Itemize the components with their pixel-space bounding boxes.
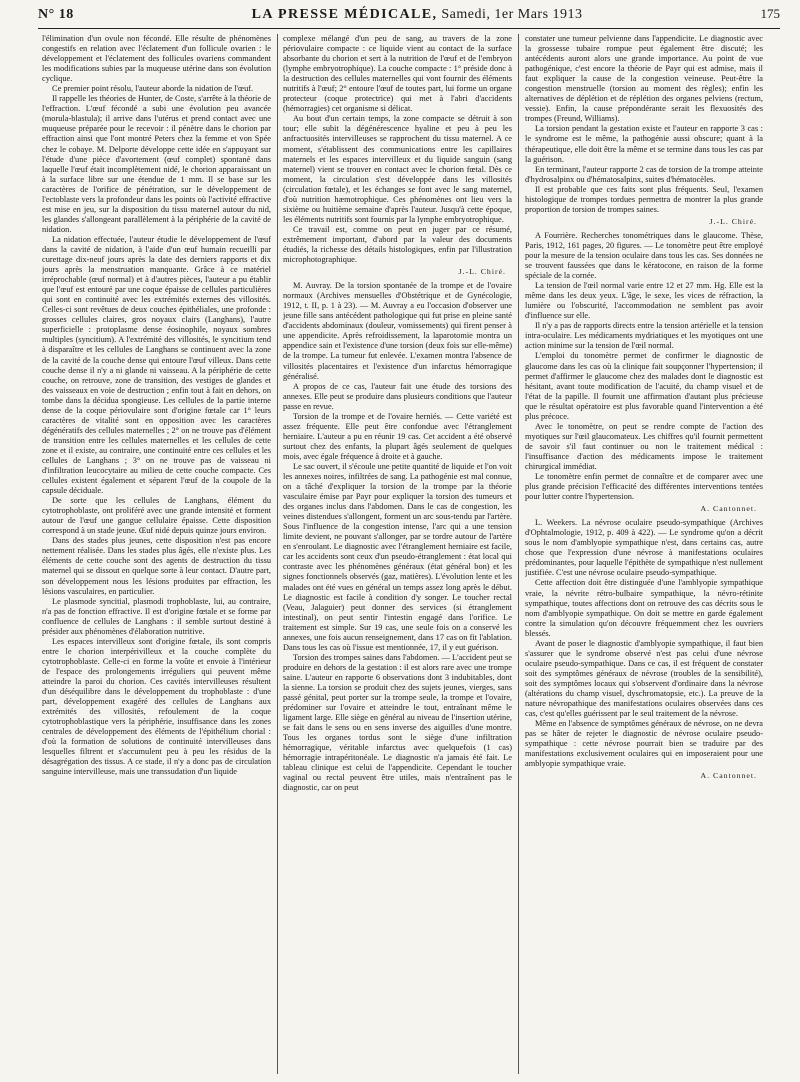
- paragraph: Ce premier point résolu, l'auteur aborde la nidation de l'œuf.: [52, 84, 254, 94]
- section-paragraph: Torsion de la trompe et de l'ovaire herniés. — Cette variété est assez fréquente. Elle peut être confondue avec l'étranglement herniaire. L'auteur a pu en réunir 19 cas. Cet accident a été observé surtout chez des enfants, la plupart âgés seulement de quelques mois, avec égale fréquence à droite et à gauche.: [283, 411, 512, 461]
- paragraph: Le plasmode syncitial, plasmodi trophoblaste, lui, au contraire, n'a pas de fonction effractive. Il est d'origine fœtale et se forme par confluence de cellules de Langhans : il semble surtout destiné à présider aux phénomènes d'élaboration nutritive.: [42, 596, 271, 636]
- paragraph: En terminant, l'auteur rapporte 2 cas de torsion de la trompe atteinte d'hydrosalpinx ou d'hématosalpinx, suites d'hématocèles.: [525, 164, 763, 184]
- review-entry: L. Weekers. La névrose oculaire pseudo-sympathique (Archives d'Ophtalmologie, 1912, p. 409 à 422). — Le syndrome qu'on a décrit sous le nom d'amblyopie sympathique n'est, dans certains cas, autre chose que l'expression d'une névrose à manifestations oculaires prédominantes, pour laquelle l'épithète de sympathique n'est nullement justifiée. C'est une névrose oculaire pseudo-sympathique.: [525, 518, 763, 578]
- journal-title: LA PRESSE MÉDICALE,: [251, 7, 438, 22]
- section-paragraph: La torsion pendant la gestation existe et l'auteur en rapporte 3 cas : le syndrome est le même, la pathogénie aussi obscure; quant à la thérapeutique, elle doit être la même et se termine dans tous les cas par la guérison.: [525, 124, 763, 164]
- paragraph: Il rappelle les théories de Hunter, de Coste, s'arrête à la théorie de l'effraction. L'œuf fécondé a subi une évolution peu avancée (morula-blastula); il arrive dans l'utérus et prend contact avec une muqueuse préparée pour le recevoir : il pénètre dans le chorion par effraction ainsi que l'ont montré Peters chez la femme et von Spée chez le cobaye. M. Delporte développe cette idée en s'appuyant sur l'étude d'une pièce d'avortement (œuf complet) spontané dans laquelle l'œuf était incomplètement nidé, le chorion apparaissant un à la surface libre sur une étendue de 1 mm. Il se base sur les caractères de l'orifice de pénétration, sur le développement de l'ectoblaste vers la profondeur dans les points où l'activité effractive est mise en jeu, sur la disposition du tissu maternel autour du nid, les glandes s'allongeant parallèlement à la périphérie de la cavité de nidation.: [42, 94, 271, 234]
- paragraph: La tension de l'œil normal varie entre 12 et 27 mm. Hg. Elle est la même dans les deux yeux. L'âge, le sexe, les vices de réfraction, la lumière ou l'obscurité, l'accommodation ne semblent pas avoir d'influence sur elle.: [525, 281, 763, 321]
- paragraph: Le sac ouvert, il s'écoule une petite quantité de liquide et l'on voit les annexes noires, infiltrées de sang. La pathogénie est mal connue, on a tâché d'expliquer la torsion de la trompe par la théorie vasculaire émise par Payr pour expliquer la torsion des tumeurs et des organes inclus dans l'abdomen. Dans le cas de congestion, les veines distendues s'allongent, forment un arc sous-tendu par l'artère. Sous l'influence de la congestion intense, l'arc qui a une tension limite devient, ne pouvant s'allonger, par se tordre autour de l'artère en s'enroulant. Le diagnostic avec l'étranglement herniaire est facile, car les accidents sont ceux d'un pseudo-étranglement : état local qui contraste avec les phénomènes généraux (état général bon) et les signes fonctionnels observés (gaz, matières). L'évolution lente et les malades ont été vues en général un temps assez long après le début. Le diagnostic est facile à condition d'y songer. Le toucher rectal (Veau, Jalaguier) peut donner des services (si étranglement intestinal), on peut sentir l'intestin engagé dans l'orifice. Le traitement est simple. Sur 19 cas, une seule fois on a conservé les annexes, une fois aucun renseignement, dans 17 cas on fit l'ablation. Dans tous les cas où l'issue est mentionnée, 17, il y eut guérison.: [283, 461, 512, 652]
- masthead: [252, 7, 583, 23]
- paragraph: constater une tumeur pelvienne dans l'appendicite. Le diagnostic avec la grossesse tubaire rompue peut également être discuté; les antécédents auront alors une grande importance. Au point de vue pathogénique, c'est encore la théorie de Payr qui est admise, mais il faut expliquer la cause de la congestion veineuse. Peut-être la congestion menstruelle (torsion au moment des règles); enfin les alternatives de déplétion et de réplétion des organes pelviens (rectum, vessie). Enfin, la cause prépondérante serait les flexuosités des trompes (Freund, Williams).: [525, 34, 763, 124]
- review-signature: A. Cantonnet.: [700, 504, 757, 514]
- paragraph: Il est probable que ces faits sont plus fréquents. Seul, l'examen histologique de trompes tordues permettra de montrer la plus grande proportion de torsion de trompes saines.: [525, 184, 763, 214]
- review-entry: M. Auvray. De la torsion spontanée de la trompe et de l'ovaire normaux (Archives mensuelles d'Obstétrique et de Gynécologie, 1912, t. II, p. 1 à 23). — M. Auvray a eu l'occasion d'observer une jeune fille sans antécédent pathologique qui fut prise en pleine santé d'accidents abdominaux (douleur, vomissements) qui firent penser à une appendicite. Après refroidissement, la laparotomie montra un appendice sain et l'existence d'une torsion (deux fois sur elle-même) de la trompe. La tumeur fut enlevée. L'examen montra l'absence de villosités placentaires et l'existence d'un infarctus hémorragique généralisé.: [283, 281, 512, 381]
- paragraph: Avant de poser le diagnostic d'amblyopie sympathique, il faut bien s'assurer que le syndrome observé n'est pas celui d'une névrose oculaire pseudo-sympathique. Dans ce cas, il est fréquent de constater soit des symptômes généraux de névrose (troubles de la sensibilité), soit des symptômes locaux qui s'observent d'ordinaire dans la névrose (altérations du champ visuel, dyschromatopsie, etc.). La preuve de la nature névropathique des manifestations oculaires observées dans ces cas, c'est qu'elles guérissent par le seul traitement de la névrose.: [525, 638, 763, 719]
- paragraph: complexe mélangé d'un peu de sang, au travers de la zone périovulaire compacte : ce liquide vient au contact de la surface absorbante du chorion et sert à la nutrition de l'œuf et de l'embryon (lymphe embryotrophique). La couche compacte : 1° préside donc à la destruction des cellules maternelles qui vont fournir des éléments nutritifs à l'œuf; 2° entoure l'œuf de toutes part, lui forme un organe protecteur (coque protectrice) qui met à l'abri d'accidents (hémorragies) cet organisme si délicat.: [283, 34, 512, 114]
- column-3: [525, 34, 763, 1076]
- paragraph: Ce travail est, comme on peut en juger par ce résumé, extrêmement important, d'abord par la valeur des documents étudiés, la richesse des détails histologiques, enfin par l'illustration microphotographique.: [283, 224, 512, 265]
- paragraph: Les espaces intervilleux sont d'origine fœtale, ils sont compris entre le chorion interpérivilleux et la couche complète du cytotrophoblaste. Celle-ci en forme la voûte et envoie à l'intérieur de l'espace des prolongements irréguliers qui peuvent même atteindre la paroi du chorion. Ces cavités intervilleuses résultent d'un déséquilibre dans le développement du trophoblaste : d'une part, développement exagéré des cellules de Langhans aux extrémités des villosités, refoulement de la coque cytotrophoblastique vers la périphérie, insuffisance dans les zones centrales de développement des éléments de l'épithélium chorial : d'où la formation de solutions de continuité intervilleuses dans lesquelles filtrent et s'accumulent peu à peu les résidus de la désagrégation des tissus. A ce stade, il n'y a donc pas de circulation sanguine intervilleuse, mais une transsudation d'un liquide: [42, 636, 271, 777]
- issue-date: Samedi, 1er Mars 1913: [441, 7, 583, 22]
- paragraph: Avec le tonomètre, on peut se rendre compte de l'action des myotiques sur l'œil glaucomateux. Les chiffres qu'il fournit permettent de savoir s'il faut continuer ou non le traitement médical : l'insuffisance d'action des médicaments impose le traitement chirurgical immédiat.: [525, 421, 763, 471]
- paragraph: L'emploi du tonomètre permet de confirmer le diagnostic de glaucome dans les cas où la clinique fait soupçonner l'hypertension; il permet d'affirmer le glaucome chez des malades dont le diagnostic est hésitant, avant toute modification de l'acuité, du champ visuel et de l'état de la papille. Il fournit une affirmation d'autant plus précieuse que le résultat opératoire est plus favorable quand l'intervention a été plus précoce.: [525, 351, 763, 421]
- review-signature: J.-L. Chiré.: [458, 267, 506, 277]
- column-2: [283, 34, 512, 1076]
- review-signature: J.-L. Chiré.: [709, 216, 757, 226]
- paragraph: De sorte que les cellules de Langhans, élément du cytotrophoblaste, ont proliféré avec une grande intensité et forment autour de l'œuf une gangue cellulaire épaisse. Cette disposition correspond à un stade jeune. Œuf nidé depuis quinze jours environ.: [42, 496, 271, 536]
- review-entry: A Fourrière. Recherches tonométriques dans le glaucome. Thèse, Paris, 1912, 161 pages, 20 figures. — Le tonomètre peut être employé pour la mesure de la tension oculaire dans tous les cas. Ses données ne se trouvent faussées que dans le kératocone, en raison de la forme spéciale de la cornée.: [525, 230, 763, 281]
- paragraph: Cette affection doit être distinguée d'une l'amblyopie sympathique vraie, la névrite rétro-bulbaire sympathique, la névro-rétinite sympathique, toutes affections dont on retrouve des cas décrits sous le nom d'amblyopie sympathique. On doit se mettre en garde également contre la simulation qu'on découvre fréquemment chez les ouvriers blessés.: [525, 578, 763, 638]
- section-paragraph: Torsion des trompes saines dans l'abdomen. — L'accident peut se produire en dehors de la gestation : il est alors rare avec une trompe saine. L'auteur en rapporte 6 observations dont 3 indubitables, dont la sienne. La torsion se produit chez des sujets jeunes, vierges, sans passé génital, peut porter sur la trompe seule, la trompe et l'ovaire, prédominer sur l'ovaire et atteindre le tout, entraînant même le ligament large. Elle siège en général au niveau de l'insertion utérine, se fait dans le sens ou en sens inverse des aiguilles d'une montre. Tous les organes tordus sont le siège d'une infiltration hémorragique, véritable infarctus avec quelquefois (1 cas) hémorragie intrapéritonéale. Le diagnostic n'a jamais été fait. Le tableau clinique est celui de l'appendicite. Cependant le toucher vaginal ou rectal peuvent être utiles, mais n'entraînent pas le diagnostic, car on peut: [283, 652, 512, 793]
- paragraph: A propos de ce cas, l'auteur fait une étude des torsions des annexes. Elle peut se produire dans plusieurs conditions que l'auteur passe en revue.: [283, 381, 512, 411]
- issue-number: N° 18: [38, 7, 74, 22]
- paragraph: l'élimination d'un ovule non fécondé. Elle résulte de phénomènes congestifs en relation avec l'éclatement d'un follicule ovarien : le développement et l'éclatement des follicules ovariens commandent les modifications subies par la muqueuse utérine dans son évolution cyclique.: [42, 34, 271, 84]
- page-number: 175: [760, 6, 780, 21]
- paragraph: Le tonomètre enfin permet de connaître et de comparer avec une plus grande précision l'efficacité des différentes interventions tentées pour lutter contre l'hypertension.: [525, 472, 763, 502]
- paragraph: Même en l'absence de symptômes généraux de névrose, on ne devra pas se hâter de rejeter le diagnostic de névrose oculaire pseudo-sympathique : cette névrose pourrait bien se traduire par des manifestations exclusivement oculaires qui en imposeraient pour une amblyopie sympathique vraie.: [525, 719, 763, 769]
- review-signature: A. Cantonnet.: [700, 771, 757, 781]
- paragraph: Dans des stades plus jeunes, cette disposition n'est pas encore nettement réalisée. Dans les stades plus âgés, elle n'existe plus. Les éléments de cette couche sont des agents de destruction du tissu maternel qui se dissout en quelque sorte à leur contact. D'autre part, son développement nous les lésions produites par effraction, les lésions vasculaires, en particulier.: [42, 536, 271, 596]
- paragraph: Il n'y a pas de rapports directs entre la tension artérielle et la tension intra-oculaire. Les médicaments mydriatiques et les myotiques ont une action minime sur la tension de l'œil normal.: [525, 321, 763, 351]
- page-header: [38, 6, 780, 29]
- column-1: [42, 34, 271, 1076]
- column-rule: [518, 34, 519, 1074]
- paragraph: La nidation effectuée, l'auteur étudie le développement de l'œuf dans la cavité de nidation, à l'aide d'un œuf humain recueilli par curettage dix-neuf jours après la date des derniers rapports et dix jours après la menstruation manquante. Grâce à ce matériel irréprochable (œuf normal) et à d'autres pièces, l'auteur a pu établir que l'œuf est entouré par une coque épaisse de cellules particulières qui sont en continuité avec les extrémités externes des villosités. Celles-ci sont revêtues de deux couches épithéliales, une profonde : grosses cellules claires, gros noyaux clairs (Langhans), l'autre superficielle : protoplasme dense éosinophile, noyaux sombres multiples (syncitium). A l'extrémité des villosités, le syncitium tend à disparaître et les cellules de Langhans se continuent avec la zone de la cavité de la couche dense qui entoure l'œuf villeux. Dans cette couche dense il n'y a ni glande ni vaisseau. A la périphérie de cette couche, on retrouve, zone de transition, des vestiges de glandes et des vaisseaux en voie de destruction ; enfin tout à fait en dehors, on tombe dans la décidua spongieuse. Les cellules de la partie interne dense de la coque périovulaire sont d'origine fœtale car 1° leurs caractères de vitalité sont en opposition avec les caractères dégénératifs des cellules maternelles ; 2° on ne trouve pas d'élément de transition entre les cellules maternelles et les cellules de cette zone et il existe, au contraire, une continuité entre ces cellules et les cellules de Langhans ; 3° on ne trouve pas de vaisseau ni d'infiltration leucocytaire au milieu de cette couche compacte. Ces cellules existent également et séparent l'œuf de la coupole de la capsule déciduale.: [42, 234, 271, 496]
- paragraph: Au bout d'un certain temps, la zone compacte se détruit à son tour; elle subit la dégénérescence hyaline et peu à peu les anfractuosités intervilleuses se rapprochent du tissu maternel. A ce moment, s'établissent des communications entre les capillaires maternels et les espaces intervilleux et du liquide sanguin (sang maternel) vient se trouver en contact avec le chorion fœtal. Dès ce moment, la circulation s'est développée dans les villosités (circulation fœtale), et les échanges se font avec le sang maternel, d'où nutrition hæmotrophique. Ces phénomènes ont lieu vers la sixième ou huitième semaine d'après l'auteur. Jusqu'à cette époque, les éléments nutritifs sont fournis par la lymphe embryotrophique.: [283, 114, 512, 224]
- column-rule: [277, 34, 278, 1074]
